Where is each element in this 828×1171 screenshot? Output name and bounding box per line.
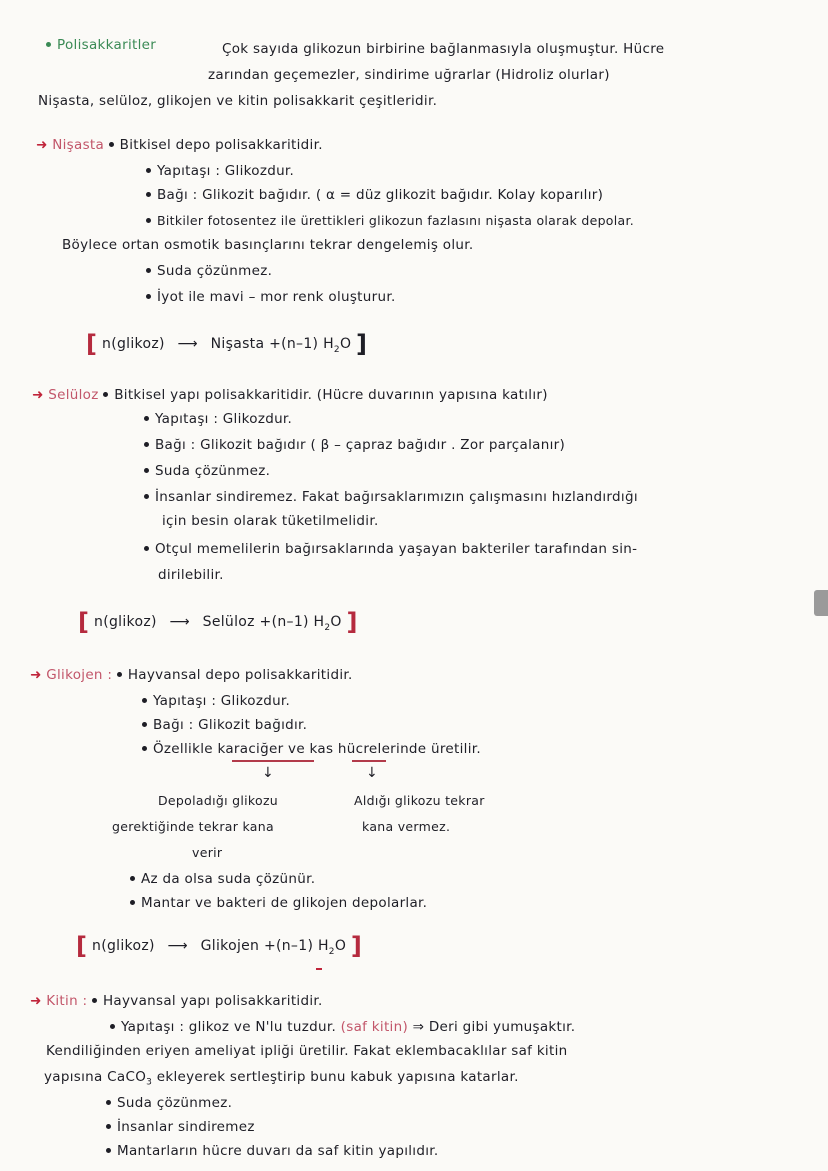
intro-title-line: [46, 36, 156, 54]
formula-left: n(glikoz): [92, 938, 155, 954]
list-item: [144, 488, 638, 506]
list-item: [106, 1094, 232, 1112]
list-item: [146, 262, 272, 280]
list-item: [144, 410, 292, 428]
list-item: [144, 436, 565, 454]
bullet-text: Otçul memelilerin bağırsaklarında yaşayan bakteriler tarafından sin-: [155, 541, 638, 557]
bullet-note: ( α = düz glikozit bağıdır. Kolay koparılır): [315, 187, 604, 203]
bullet-text: Hayvansal depo polisakkaritidir.: [127, 667, 353, 683]
formula-sub: 2: [324, 622, 331, 633]
underline-karaciger: [232, 760, 314, 762]
note-text: verir: [192, 845, 223, 860]
note-text: gerektiğinde tekrar kana: [112, 819, 274, 834]
formula-left: n(glikoz): [94, 614, 157, 630]
bullet-text: İyot ile mavi – mor renk oluşturur.: [157, 289, 396, 305]
arrow-right-icon: ⟶: [167, 938, 188, 954]
nisasta-heading-line: [36, 136, 323, 154]
formula-sub: 2: [333, 344, 340, 355]
note-text: Aldığı glikozu tekrar: [354, 793, 485, 808]
bullet-icon: [146, 268, 151, 273]
bullet-text: Yapıtaşı : glikoz ve N'lu tuzdur.: [121, 1019, 337, 1035]
intro-text: Çok sayıda glikozun birbirine bağlanmasıyla oluşmuştur. Hücre: [222, 41, 665, 57]
page-edge-tab: [814, 590, 828, 616]
arrow-down-icon: ↓: [262, 765, 274, 781]
bullet-text: Suda çözünmez.: [157, 263, 273, 279]
bullet-text: Bağı : Glikozit bağıdır.: [153, 717, 308, 733]
section-heading: Glikojen :: [46, 667, 113, 683]
formula-right: Nişasta +(n–1) H: [210, 336, 334, 352]
list-item: [144, 462, 270, 480]
bullet-icon: [142, 746, 147, 751]
bullet-icon: [142, 698, 147, 703]
underline-kas: [352, 760, 386, 762]
formula-glikojen: [76, 932, 362, 960]
arrow-right-icon: ➜: [36, 137, 48, 153]
bullet-icon: [46, 42, 51, 47]
formula-o: O: [330, 614, 342, 630]
formula-seluloz: [78, 608, 358, 636]
formula-left: n(glikoz): [102, 336, 165, 352]
intro-text: Nişasta, selüloz, glikojen ve kitin polisakkarit çeşitleridir.: [38, 93, 438, 109]
section-heading: Kitin :: [46, 993, 88, 1009]
list-item: [146, 186, 603, 204]
bracket-open: [: [76, 932, 88, 960]
decorative-dash: [316, 968, 322, 970]
bullet-icon: [142, 722, 147, 727]
list-item-cont: Kendiliğinden eriyen ameliyat ipliği üretilir. Fakat eklembacaklılar saf kitin: [46, 1043, 568, 1059]
section-heading: Selüloz: [48, 387, 99, 403]
bullet-icon: [106, 1148, 111, 1153]
bullet-icon: [117, 672, 122, 677]
bullet-icon: [144, 546, 149, 551]
formula-right: Selüloz +(n–1) H: [202, 614, 325, 630]
bullet-text: ⇒ Deri gibi yumuşaktır.: [412, 1019, 576, 1035]
bullet-text: Bağı : Glikozit bağıdır.: [157, 187, 312, 203]
bullet-icon: [146, 168, 151, 173]
seluloz-heading-line: [32, 386, 548, 404]
list-item-cont: [44, 1068, 519, 1092]
list-item: [130, 870, 315, 888]
bullet-text: Suda çözünmez.: [117, 1095, 233, 1111]
bullet-text: Mantar ve bakteri de glikojen depolarlar.: [141, 895, 428, 911]
glikojen-heading-line: [30, 666, 353, 684]
bullet-icon: [92, 998, 97, 1003]
list-item: [146, 162, 294, 180]
bullet-icon: [106, 1124, 111, 1129]
bullet-text: Yapıtaşı : Glikozdur.: [153, 693, 291, 709]
bullet-icon: [109, 142, 114, 147]
bullet-icon: [144, 416, 149, 421]
arrow-right-icon: ⟶: [177, 336, 198, 352]
bullet-text: Bitkiler fotosentez ile ürettikleri glikozun fazlasını nişasta olarak depolar.: [157, 213, 635, 228]
bullet-text: Yapıtaşı : Glikozdur.: [155, 411, 293, 427]
bullet-text: Bitkisel depo polisakkaritidir.: [119, 137, 323, 153]
bullet-icon: [144, 442, 149, 447]
list-item: [130, 894, 427, 912]
formula-o: O: [339, 336, 352, 352]
bullet-icon: [110, 1024, 115, 1029]
bracket-close: ]: [346, 608, 358, 636]
bullet-icon: [146, 294, 151, 299]
arrow-right-icon: ➜: [30, 667, 42, 683]
bracket-close: ]: [350, 932, 363, 960]
list-item-cont: Böylece ortan osmotik basınçlarını tekrar dengelemiş olur.: [62, 237, 474, 253]
bullet-icon: [103, 392, 108, 397]
bullet-text: Özellikle: [153, 741, 213, 757]
bullet-text: Yapıtaşı : Glikozdur.: [157, 163, 295, 179]
formula-right: Glikojen +(n–1) H: [200, 938, 329, 954]
bullet-text: Suda çözünmez.: [155, 463, 271, 479]
list-item-cont: için besin olarak tüketilmelidir.: [162, 513, 379, 529]
formula-sub: 2: [328, 946, 335, 957]
bullet-text: ekleyerek sertleştirip bunu kabuk yapısına katarlar.: [156, 1069, 519, 1085]
section-title: Polisakkaritler: [57, 37, 157, 53]
list-item: [144, 540, 637, 558]
note-text: kana vermez.: [362, 819, 451, 834]
list-item-cont: dirilebilir.: [158, 567, 224, 583]
bullet-icon: [144, 494, 149, 499]
list-item: [110, 1018, 575, 1036]
bullet-text: Bağı : Glikozit bağıdır ( β – çapraz bağıdır . Zor parçalanır): [155, 437, 566, 453]
list-item: [106, 1118, 255, 1136]
formula-sub: 3: [146, 1077, 153, 1088]
bracket-open: [: [78, 608, 90, 636]
list-item: [142, 692, 290, 710]
list-item: [106, 1142, 438, 1160]
bullet-icon: [146, 218, 151, 223]
bullet-icon: [106, 1100, 111, 1105]
bullet-text: Bitkisel yapı polisakkaritidir. (Hücre duvarının yapısına katılır): [114, 387, 548, 403]
formula-o: O: [334, 938, 347, 954]
bullet-text: ve: [288, 741, 305, 757]
bullet-icon: [130, 900, 135, 905]
bullet-text: İnsanlar sindiremez: [117, 1119, 255, 1135]
list-item: [146, 288, 396, 306]
bullet-text: yapısına CaCO: [44, 1069, 147, 1085]
arrow-down-icon: ↓: [366, 765, 378, 781]
kitin-heading-line: [30, 992, 323, 1010]
keyword-kas: kas: [309, 741, 334, 757]
section-heading: Nişasta: [52, 137, 105, 153]
list-item: [142, 740, 481, 758]
arrow-right-icon: ➜: [30, 993, 42, 1009]
bullet-icon: [144, 468, 149, 473]
formula-nisasta: [86, 330, 367, 358]
bracket-close: ]: [356, 330, 368, 358]
arrow-right-icon: ⟶: [169, 614, 190, 630]
bullet-icon: [146, 192, 151, 197]
bullet-text: Mantarların hücre duvarı da saf kitin yapılıdır.: [117, 1143, 439, 1159]
bullet-text: hücrelerinde üretilir.: [337, 741, 481, 757]
bullet-text: İnsanlar sindiremez. Fakat bağırsaklarımızın çalışmasını hızlandırdığı: [155, 489, 638, 505]
keyword-karaciger: karaciğer: [217, 741, 284, 757]
note-text: Depoladığı glikozu: [158, 793, 279, 808]
bullet-text: Hayvansal yapı polisakkaritidir.: [102, 993, 323, 1009]
bracket-open: [: [86, 330, 98, 358]
arrow-right-icon: ➜: [32, 387, 44, 403]
list-item: [146, 212, 634, 230]
bullet-icon: [130, 876, 135, 881]
list-item: [142, 716, 307, 734]
intro-text: zarından geçemezler, sindirime uğrarlar (Hidroliz olurlar): [208, 67, 610, 83]
bullet-text: Az da olsa suda çözünür.: [141, 871, 316, 887]
bullet-highlight: (saf kitin): [340, 1019, 409, 1035]
